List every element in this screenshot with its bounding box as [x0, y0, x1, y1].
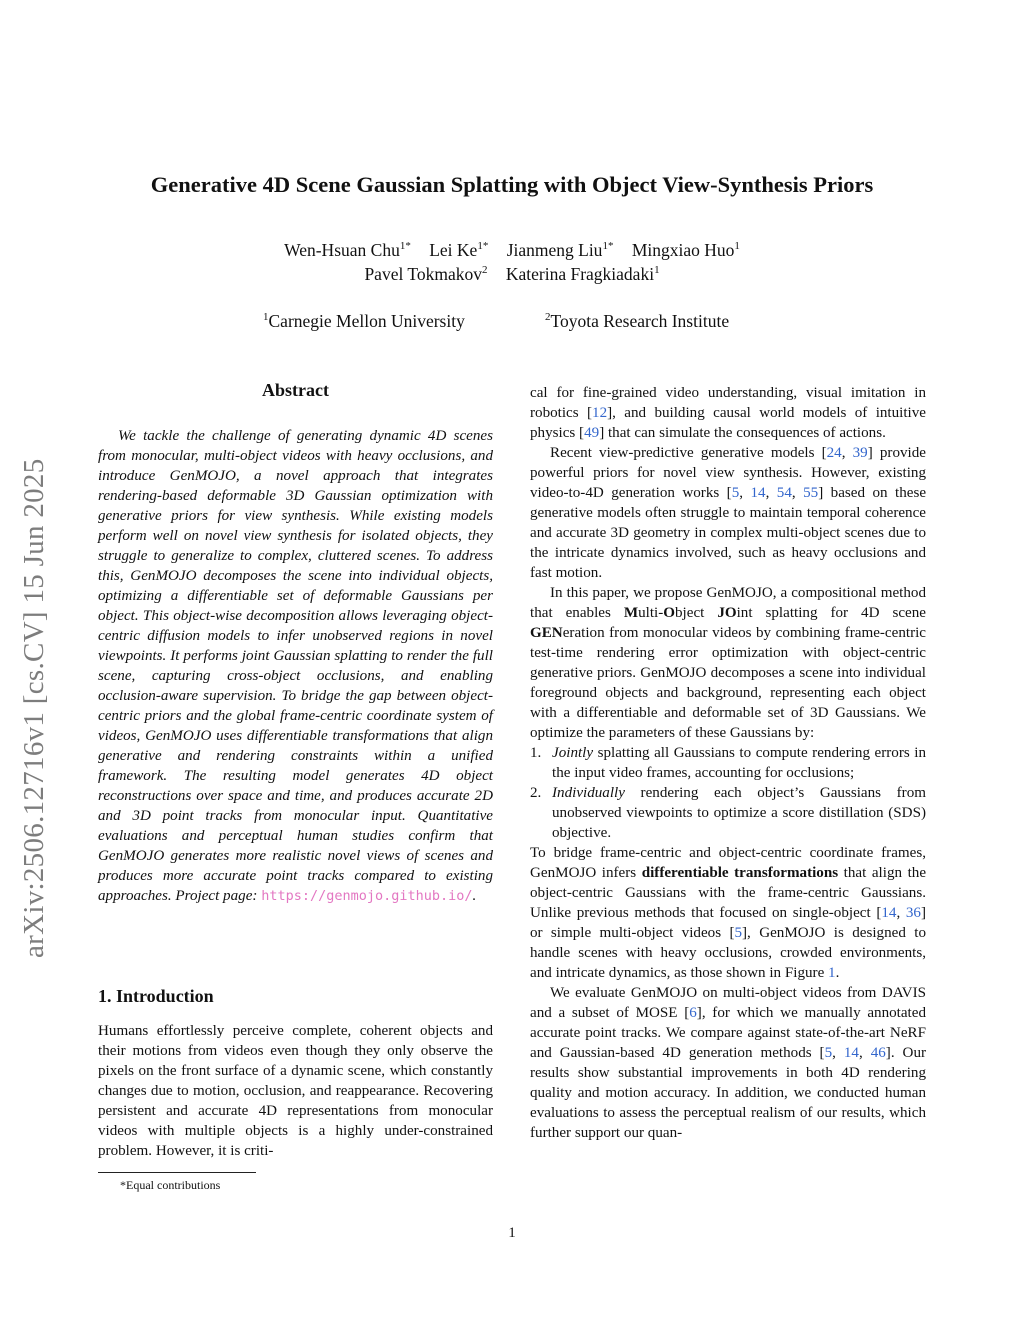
paragraph: To bridge frame-centric and object-centric coordinate frames, GenMOJO infers differentiable transformations that align the object-centric Gaussians with the frame-centric Gaussians. Unlike previous methods that focused on single-object [14, 36] or simple multi-object videos [5], GenMOJO is designed to handle scenes with heavy occlusions, crowded environments, and intricate dynamics, as those shown in Figure 1.	[530, 845, 927, 981]
author: Mingxiao Huo$^1$	[631, 240, 740, 260]
citation-link[interactable]: 5	[734, 925, 743, 941]
section-heading-introduction: 1. Introduction	[98, 986, 214, 1006]
affiliation-2: $^2$Toyota Research Institute	[545, 311, 730, 331]
abstract-heading: Abstract	[262, 380, 329, 400]
paragraph: In this paper, we propose GenMOJO, a compositional method that enables Multi-Object JOint splatting for 4D scene GENeration from monocular videos by combining frame-centric test-time rendering error optimization with object-centric generative priors. GenMOJO decomposes a scene into individual foreground objects and background, representing each object with a differentiable and deformable set of 3D Gaussians. We optimize the parameters of these Gaussians by:	[530, 585, 926, 741]
citation-link[interactable]: 54	[776, 485, 792, 501]
project-link[interactable]: https://genmojo.github.io/	[261, 888, 473, 904]
abstract-body: We tackle the challenge of generating dynamic 4D scenes from monocular, multi-object videos with heavy occlusions, and introduce GenMOJO, a novel approach that integrates rendering-based deformable 3D Gaussian optimization with generative priors for view synthesis. While existing models perform well on novel view synthesis for isolated objects, they struggle to generalize to complex, cluttered scenes. To address this, GenMOJO decomposes the scene into individual objects, optimizing a differentiable set of deformable Gaussians per object. This object-wise decomposition allows leveraging object-centric diffusion models to infer unobserved regions in novel viewpoints. It performs joint Gaussian splatting to render the full scene, capturing cross-object occlusions, and enabling occlusion-aware supervision. To bridge the gap between object-centric priors and the global frame-centric coordinate system of videos, GenMOJO uses differentiable transformations that align generative and rendering constraints within a unified framework. The resulting model generates 4D object reconstructions over space and time, and produces accurate 2D and 3D point tracks from monocular input. Quantitative evaluations and perceptual human studies confirm that GenMOJO generates more realistic novel views of scenes and produces more accurate point tracks compared to existing approaches. Project page: https://genmojo.github.io/.	[98, 428, 493, 904]
citation-link[interactable]: 6	[689, 1005, 697, 1021]
paragraph: cal for fine-grained video understanding, visual imitation in robotics [12], and building causal world models of intuitive physics [49] that can simulate the consequences of actions.	[530, 385, 926, 441]
right-column	[530, 383, 926, 1143]
footnote-rule	[98, 1172, 256, 1173]
paper-title: Generative 4D Scene Gaussian Splatting with Object View-Synthesis Priors	[150, 172, 874, 197]
author: Jianmeng Liu$^{1*}$	[506, 240, 614, 260]
paragraph: Recent view-predictive generative models [24, 39] provide powerful priors for novel view synthesis. However, existing video-to-4D generation works [5, 14, 54, 55] based on these generative models often struggle to maintain temporal coherence and accurate 3D geometry in complex multi-object scenes due to the intricate dynamics involved, such as heavy occlusions and fast motion.	[530, 445, 927, 581]
contribution-list	[530, 743, 926, 843]
introduction-body: Humans effortlessly perceive complete, coherent objects and their motions from videos even though they only observe the pixels on the front surface of a dynamic scene, which constantly changes due to motion, occlusion, and reappearance. Recovering persistent and accurate 4D representations from monocular videos with multiple objects is a highly under-constrained problem. However, it is criti-	[98, 1023, 493, 1159]
citation-link[interactable]: 14	[750, 485, 766, 501]
affiliation-1: $^1$Carnegie Mellon University	[263, 311, 465, 331]
citation-link[interactable]: 14	[881, 905, 897, 921]
author: Wen-Hsuan Chu$^{1*}$	[284, 240, 411, 260]
citation-link[interactable]: 24	[826, 445, 842, 461]
author-line-2	[0, 264, 1024, 285]
paragraph: We evaluate GenMOJO on multi-object videos from DAVIS and a subset of MOSE [6], for which we manually annotated accurate point tracks. We compare against state-of-the-art NeRF and Gaussian-based 4D generation methods [5, 14, 46]. Our results show substantial improvements in both 4D rendering quality and motion accuracy. In addition, we conducted human evaluations to assess the perceptual realism of our results, which further support our quan-	[530, 985, 927, 1141]
list-item: 2. Individually rendering each object’s Gaussians from unobserved viewpoints to optimize a score distillation (SDS) objective.	[530, 785, 926, 841]
citation-link[interactable]: 5	[731, 485, 740, 501]
author: Pavel Tokmakov$^2$	[364, 264, 488, 284]
citation-link[interactable]: 14	[843, 1045, 859, 1061]
citation-link[interactable]: 55	[803, 485, 819, 501]
author-line-1	[0, 240, 1024, 261]
author: Katerina Fragkiadaki$^1$	[505, 264, 660, 284]
citation-link[interactable]: 12	[592, 405, 608, 421]
author: Lei $Ke^{1*}$	[429, 240, 489, 260]
citation-link[interactable]: 39	[852, 445, 868, 461]
footnote: *Equal contributions	[120, 1178, 221, 1192]
citation-link[interactable]: 46	[870, 1045, 886, 1061]
citation-link[interactable]: 49	[584, 425, 600, 441]
citation-link[interactable]: 36	[905, 905, 921, 921]
list-item: 1. Jointly splatting all Gaussians to compute rendering errors in the input video frames, accounting for occlusions;	[530, 745, 926, 781]
citation-link[interactable]: 5	[824, 1045, 833, 1061]
figure-link[interactable]: 1	[828, 965, 836, 981]
page-number: 1	[508, 1225, 516, 1241]
arxiv-stamp: arXiv:2506.12716v1 [cs.CV] 15 Jun 2025	[18, 458, 50, 958]
